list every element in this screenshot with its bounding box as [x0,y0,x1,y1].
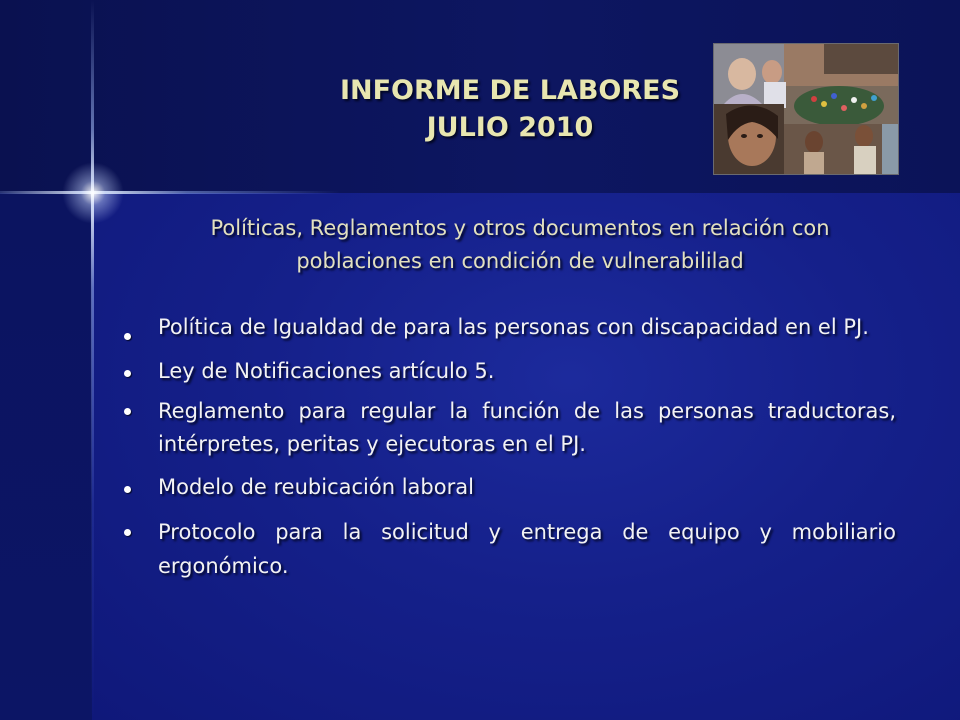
bullet-text: Protocolo para la solicitud y entrega de equipo y mobiliario ergonómico. [158,520,896,578]
bullet-item [120,359,896,383]
left-margin-band [0,193,92,720]
people-collage-photo [713,43,899,175]
collage-illustration [714,44,898,174]
bullet-item [120,515,896,583]
bullet-text: Ley de Notificaciones artículo 5. [158,359,495,383]
subtitle-line-2: poblaciones en condición de vulnerabililad [296,249,744,273]
bullet-text: Reglamento para regular la función de las personas traductoras, intérpretes, peritas y ejecutoras en el PJ. [158,399,896,456]
light-flare-vertical [91,0,94,720]
bullet-dot-icon [124,333,131,340]
title-line-2: JULIO 2010 [426,112,594,143]
bullet-item [120,395,896,461]
bullet-list [120,317,896,583]
bullet-dot-icon [124,370,131,377]
bullet-dot-icon [124,486,131,493]
bullet-dot-icon [124,408,131,415]
subtitle-line-1: Políticas, Reglamentos y otros documentos en relación con [210,216,830,240]
bullet-text: Modelo de reubicación laboral [158,475,474,499]
bullet-dot-icon [124,529,131,536]
bullet-item [120,317,896,337]
light-flare-horizontal [0,191,340,194]
slide-subtitle [130,212,910,278]
slide-title [300,72,720,146]
bullet-text: Política de Igualdad de para las personas con discapacidad en el PJ. [158,315,869,339]
bullet-item [120,473,896,501]
light-flare-glow [62,162,124,224]
title-line-1: INFORME DE LABORES [339,75,681,106]
